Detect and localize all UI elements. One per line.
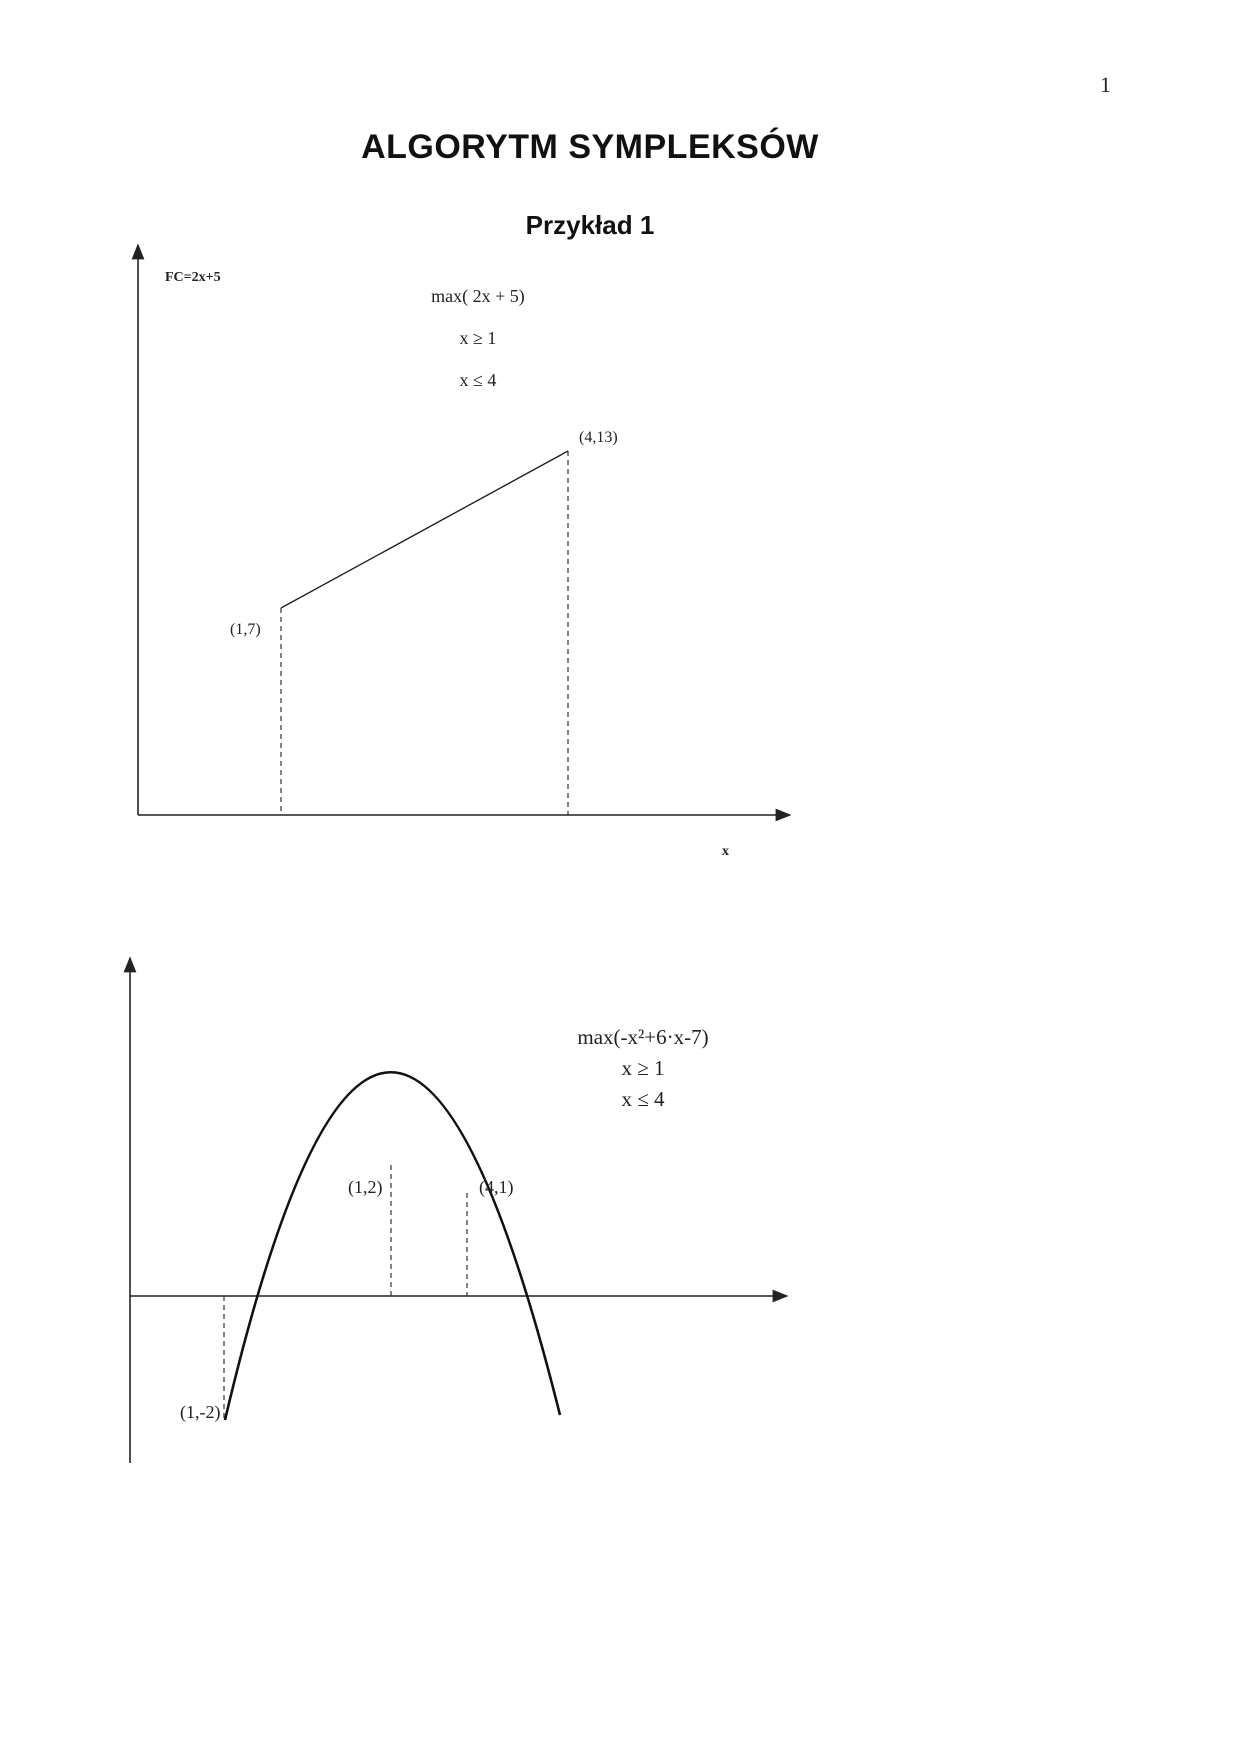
figure1-objective: max( 2x + 5)	[431, 286, 525, 306]
figure1-y-axis-label: FC=2x+5	[165, 270, 221, 285]
figure2-point-label-vertex: (1,2)	[348, 1177, 383, 1197]
figure2	[130, 958, 787, 1463]
figure1-x-axis-label: x	[722, 844, 729, 859]
figure2-constraint-min: x ≥ 1	[621, 1056, 665, 1080]
figure1-point-label-start: (1,7)	[230, 621, 261, 638]
figure1-point-label-end: (4,13)	[579, 429, 618, 446]
figure1-constraint-min: x ≥ 1	[459, 328, 497, 348]
figure2-constraint-max: x ≤ 4	[621, 1087, 665, 1111]
figure1-function-line	[281, 451, 568, 608]
figure2-point-label-left: (1,-2)	[180, 1402, 221, 1422]
figure1	[138, 245, 790, 859]
document-title: ALGORYTM SYMPLEKSÓW	[361, 128, 819, 166]
figure2-objective: max(-x²+6·x-7)	[577, 1025, 709, 1049]
figure2-parabola	[225, 1072, 560, 1420]
example-title: Przykład 1	[525, 210, 655, 240]
figure1-constraint-max: x ≤ 4	[459, 370, 497, 390]
page-number: 1	[1100, 72, 1111, 97]
figure2-point-label-right: (4,1)	[479, 1177, 514, 1197]
